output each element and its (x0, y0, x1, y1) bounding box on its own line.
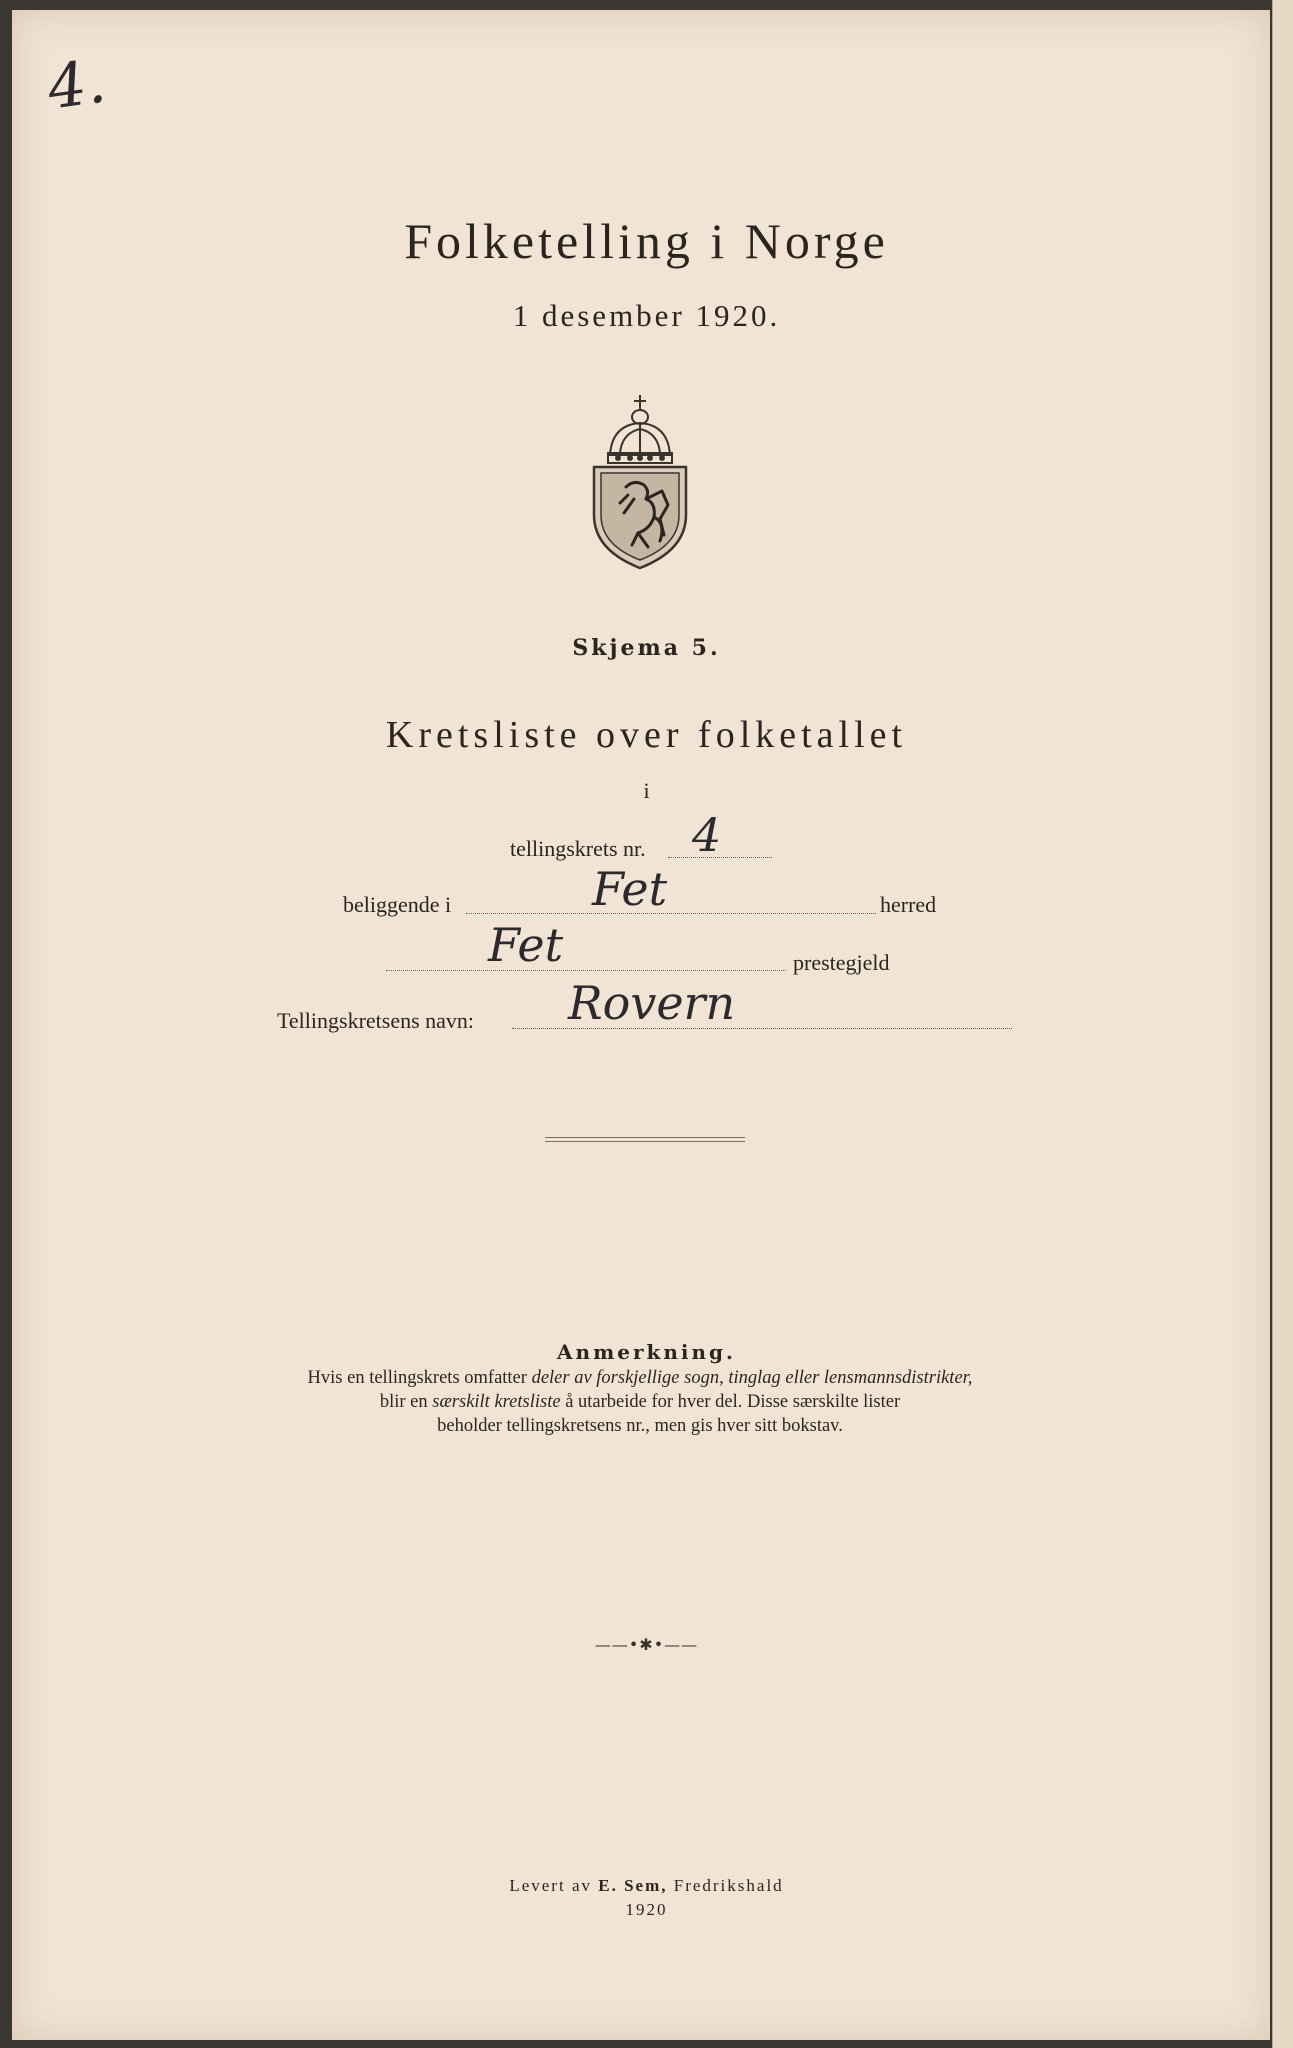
note-line-1: Hvis en tellingskrets omfatter deler av forskjellige sogn, tinglag eller lensmannsdistrikter, (307, 1368, 973, 1388)
form-heading: Kretsliste over folketallet (385, 714, 908, 756)
district-name-value: Rovern (568, 976, 736, 1030)
note-line-2: blir en særskilt kretsliste å utarbeide for hver del. Disse særskilte lister (379, 1392, 901, 1412)
printer-footer (0, 1874, 1293, 1922)
district-name-label: Tellingskretsens navn: (277, 1008, 475, 1033)
census-date: 1 desember 1920. (512, 298, 781, 333)
herred-dotline (466, 913, 876, 914)
schema-number: Skjema 5. (572, 635, 721, 661)
prestegjeld-label: prestegjeld (793, 950, 890, 975)
document-title: Folketelling i Norge (404, 213, 889, 269)
district-number-label: tellingskrets nr. (510, 836, 646, 861)
located-in-label: beliggende i (343, 892, 452, 917)
connector-word: i (643, 778, 650, 803)
note-line-3: beholder tellingskretsens nr., men gis hver sitt bokstav. (437, 1416, 843, 1436)
ornament-divider: ——•✱•—— (594, 1635, 699, 1654)
herred-value: Fet (592, 862, 668, 916)
prestegjeld-dotline (386, 970, 786, 971)
divider-rule-top (545, 1137, 745, 1138)
prestegjeld-value: Fet (488, 918, 564, 972)
district-number-value: 4 (692, 808, 722, 862)
note-text (160, 1366, 1120, 1438)
printer-line: Levert av E. Sem, Fredrikshald (509, 1876, 784, 1895)
note-title: Anmerkning. (557, 1340, 736, 1364)
norwegian-coat-of-arms-icon (590, 395, 690, 574)
herred-label: herred (880, 892, 937, 917)
divider-rule-bottom (545, 1141, 745, 1142)
corner-page-number: 4. (43, 46, 110, 124)
printer-year: 1920 (625, 1900, 668, 1919)
